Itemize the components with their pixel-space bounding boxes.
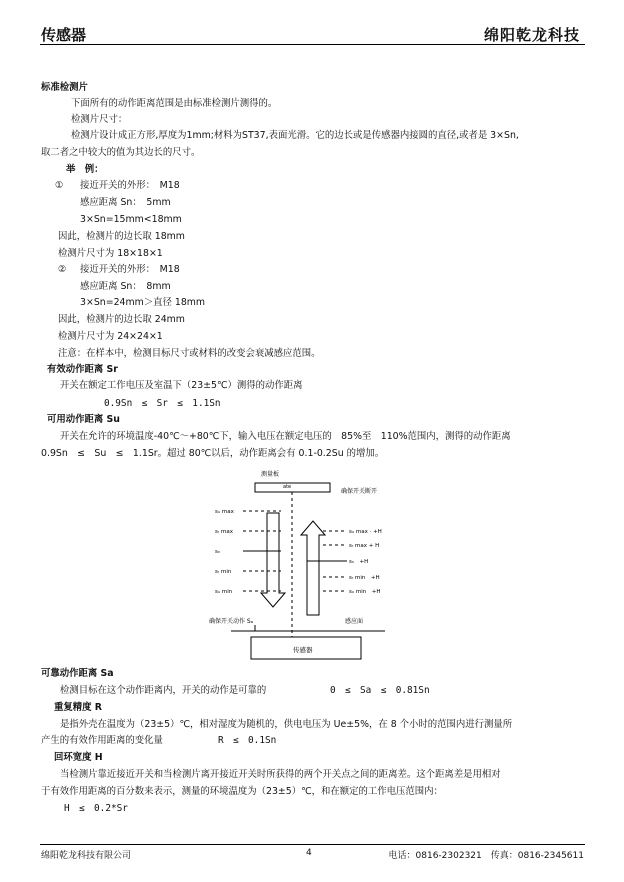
header-rule <box>40 44 585 45</box>
example-2-number: ② <box>58 264 67 275</box>
section-title-sr: 有效动作距离 Sr <box>47 364 118 375</box>
std-para-1: 下面所有的动作距离范围是由标准检测片测得的。 <box>71 98 278 109</box>
right-level-2: sᵣ max + H <box>349 543 380 549</box>
example-1-distance: 感应距离 Sn： 5mm <box>80 197 171 208</box>
section-title-sa: 可靠动作距离 Sa <box>41 668 114 679</box>
example-2-size: 检测片尺寸为 24×24×1 <box>58 331 163 342</box>
footer-rule <box>40 844 585 845</box>
example-1-shape: 接近开关的外形： M18 <box>80 180 180 191</box>
example-2-calc: 3×Sn=24mm＞直径 18mm <box>80 297 206 308</box>
ate-label: ate <box>283 484 292 490</box>
section-title-std: 标准检测片 <box>41 82 88 93</box>
h-para-2: 于有效作用距离的百分数来表示，测量的环境温度为（23±5）℃，和在额定的工作电压范围内： <box>41 786 443 797</box>
sr-formula: 0.9Sn ≤ Sr ≤ 1.1Sn <box>104 398 221 409</box>
left-level-sr-min: sᵣ min <box>215 569 232 575</box>
section-title-su: 可用动作距离 Su <box>47 414 120 425</box>
r-formula: R ≤ 0.1Sn <box>218 735 277 746</box>
switching-distance-diagram <box>195 465 435 665</box>
h-formula: H ≤ 0.2*Sr <box>64 803 128 814</box>
right-level-5: sᵤ min +H <box>349 589 381 595</box>
h-para-1: 当检测片靠近接近开关和当检测片离开接近开关时所获得的两个开关点之间的距离差。这个距离差是用相对 <box>60 769 501 780</box>
sa-formula: 0 ≤ Sa ≤ 0.81Sn <box>330 685 430 696</box>
section-title-r: 重复精度 R <box>54 702 102 713</box>
r-para-2: 产生的有效作用距离的变化量 <box>41 735 163 746</box>
ensure-on-label: 确保开关动作 Sₐ <box>209 618 254 625</box>
example-1-result: 因此，检测片的边长取 18mm <box>58 231 185 242</box>
section-title-h: 回环宽度 H <box>54 752 103 763</box>
std-para-2: 检测片尺寸： <box>71 114 128 125</box>
footer-page-number: 4 <box>306 848 312 858</box>
example-1-number: ① <box>55 180 64 191</box>
left-level-su-min: sᵤ min <box>215 589 233 595</box>
header-title-left: 传感器 <box>41 26 87 44</box>
depart-arrow <box>301 521 325 615</box>
sa-para: 检测目标在这个动作距离内，开关的动作是可靠的 <box>60 685 267 696</box>
std-para-4: 取二者之中较大的值为其边长的尺寸。 <box>41 147 201 158</box>
footer-company: 绵阳乾龙科技有限公司 <box>41 851 132 861</box>
example-1-size: 检测片尺寸为 18×18×1 <box>58 248 163 259</box>
sensing-face-label: 感应面 <box>345 618 364 625</box>
std-note: 注意：在样本中，检测目标尺寸或材料的改变会衰减感应范围。 <box>58 348 321 359</box>
footer-contact: 电话：0816-2302321 传真：0816-2345611 <box>388 851 584 861</box>
left-level-sn: sₙ <box>215 549 221 555</box>
su-para-1: 开关在允许的环境温度-40℃～+80℃下，输入电压在额定电压的 85%至 110%范围内，测得的动作距离 <box>60 431 511 442</box>
sr-para: 开关在额定工作电压及室温下（23±5℃）测得的动作距离 <box>60 380 303 391</box>
measuring-plate <box>255 483 330 492</box>
example-2-result: 因此，检测片的边长取 24mm <box>58 314 185 325</box>
sensor-label: 传感器 <box>293 646 313 654</box>
header-title-right: 绵阳乾龙科技 <box>483 26 580 44</box>
r-para-1: 是指外壳在温度为（23±5）℃，相对湿度为随机的，供电电压为 Ue±5%，在 8 个小时的范围内进行测量所 <box>60 719 513 730</box>
ensure-off-label: 确保开关断开 <box>341 488 378 495</box>
example-2-shape: 接近开关的外形： M18 <box>80 264 180 275</box>
example-1-calc: 3×Sn=15mm<18mm <box>80 214 182 225</box>
example-2-distance: 感应距离 Sn： 8mm <box>80 281 171 292</box>
left-level-sr-max: sᵣ max <box>215 529 234 535</box>
std-para-3: 检测片设计成正方形,厚度为1mm;材料为ST37,表面光滑。它的边长或是传感器内接圆的直径,或者是 3×Sn, <box>71 130 519 141</box>
right-level-3: sₙ +H <box>349 559 369 565</box>
plate-label: 测量板 <box>261 471 280 478</box>
approach-arrow <box>261 513 285 607</box>
left-level-su-max: sᵤ max <box>215 509 234 515</box>
right-level-1: sᵤ max · +H <box>349 529 382 535</box>
right-level-4: sᵣ min +H <box>349 575 380 581</box>
example-heading: 举 例： <box>66 164 104 175</box>
su-para-2: 0.9Sn ≤ Su ≤ 1.1Sr。超过 80℃以后，动作距离会有 0.1-0.2Su 的增加。 <box>41 448 385 459</box>
